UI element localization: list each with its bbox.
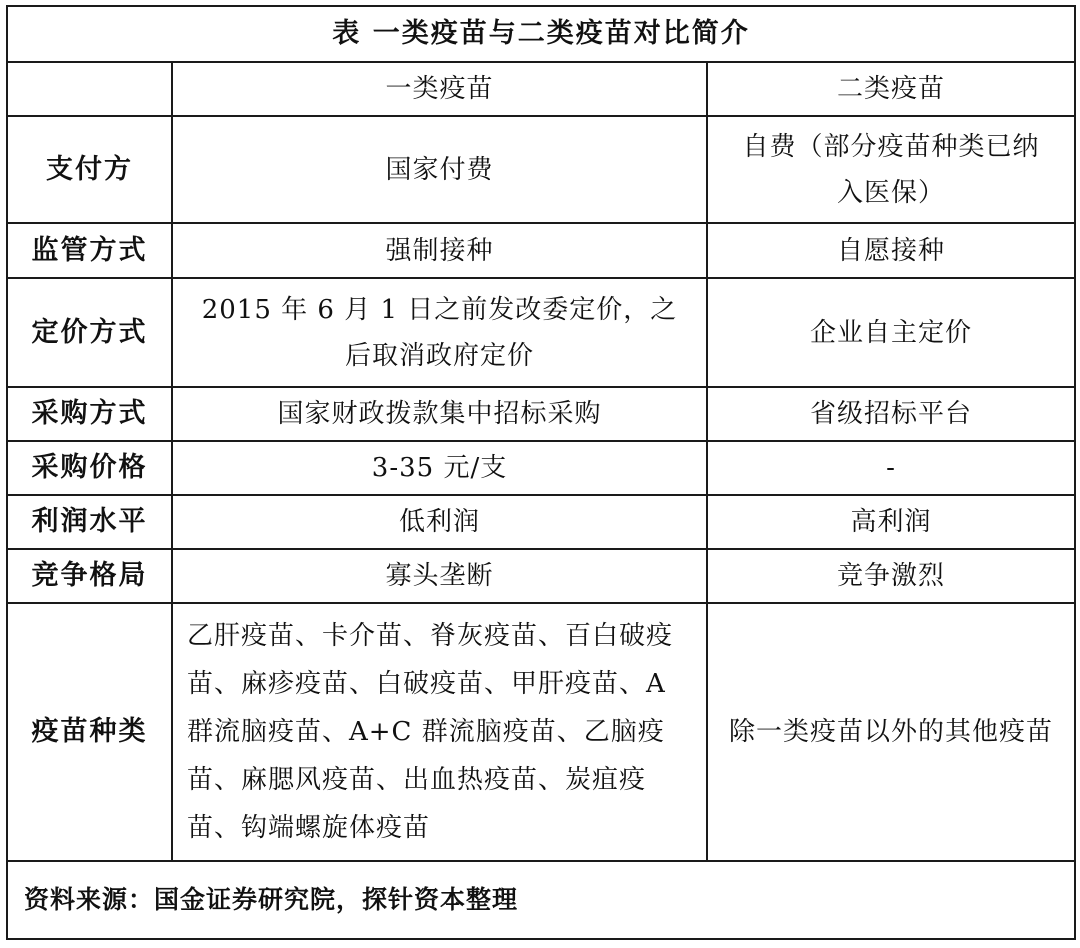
cell-class2: 自费（部分疫苗种类已纳入医保） [707, 116, 1075, 223]
table-header-row [7, 62, 1075, 116]
row-label: 定价方式 [7, 278, 172, 387]
cell-class2: 除一类疫苗以外的其他疫苗 [707, 603, 1075, 861]
cell-class2: 高利润 [707, 495, 1075, 549]
cell-class1: 寡头垄断 [172, 549, 707, 603]
table-title: 表 一类疫苗与二类疫苗对比简介 [7, 6, 1075, 62]
cell-class1: 国家付费 [172, 116, 707, 223]
table-row [7, 387, 1075, 441]
comparison-table-container [6, 5, 1074, 941]
header-class2: 二类疫苗 [707, 62, 1075, 116]
cell-class2: 企业自主定价 [707, 278, 1075, 387]
row-label: 监管方式 [7, 223, 172, 278]
table-row [7, 603, 1075, 861]
table-row [7, 278, 1075, 387]
cell-class1: 低利润 [172, 495, 707, 549]
table-source-row [7, 861, 1075, 939]
table-row [7, 223, 1075, 278]
cell-class1: 2015 年 6 月 1 日之前发改委定价，之后取消政府定价 [172, 278, 707, 387]
cell-class2: 自愿接种 [707, 223, 1075, 278]
cell-class2: - [707, 441, 1075, 495]
table-row [7, 495, 1075, 549]
table-row [7, 549, 1075, 603]
cell-class1-vaccine-list: 乙肝疫苗、卡介苗、脊灰疫苗、百白破疫苗、麻疹疫苗、白破疫苗、甲肝疫苗、A 群流脑疫苗、A+C 群流脑疫苗、乙脑疫苗、麻腮风疫苗、出血热疫苗、炭疽疫苗、钩端螺旋体疫苗 [172, 603, 707, 861]
cell-class1: 强制接种 [172, 223, 707, 278]
source-note: 资料来源：国金证券研究院，探针资本整理 [7, 861, 1075, 939]
cell-class1: 3-35 元/支 [172, 441, 707, 495]
row-label: 疫苗种类 [7, 603, 172, 861]
row-label: 竞争格局 [7, 549, 172, 603]
cell-class2: 省级招标平台 [707, 387, 1075, 441]
cell-class2: 竞争激烈 [707, 549, 1075, 603]
row-label: 利润水平 [7, 495, 172, 549]
header-class1: 一类疫苗 [172, 62, 707, 116]
table-row [7, 116, 1075, 223]
cell-class1: 国家财政拨款集中招标采购 [172, 387, 707, 441]
row-label: 采购价格 [7, 441, 172, 495]
table-row [7, 441, 1075, 495]
row-label: 支付方 [7, 116, 172, 223]
row-label: 采购方式 [7, 387, 172, 441]
header-empty-cell [7, 62, 172, 116]
vaccine-comparison-table [6, 5, 1076, 940]
table-title-row [7, 6, 1075, 62]
